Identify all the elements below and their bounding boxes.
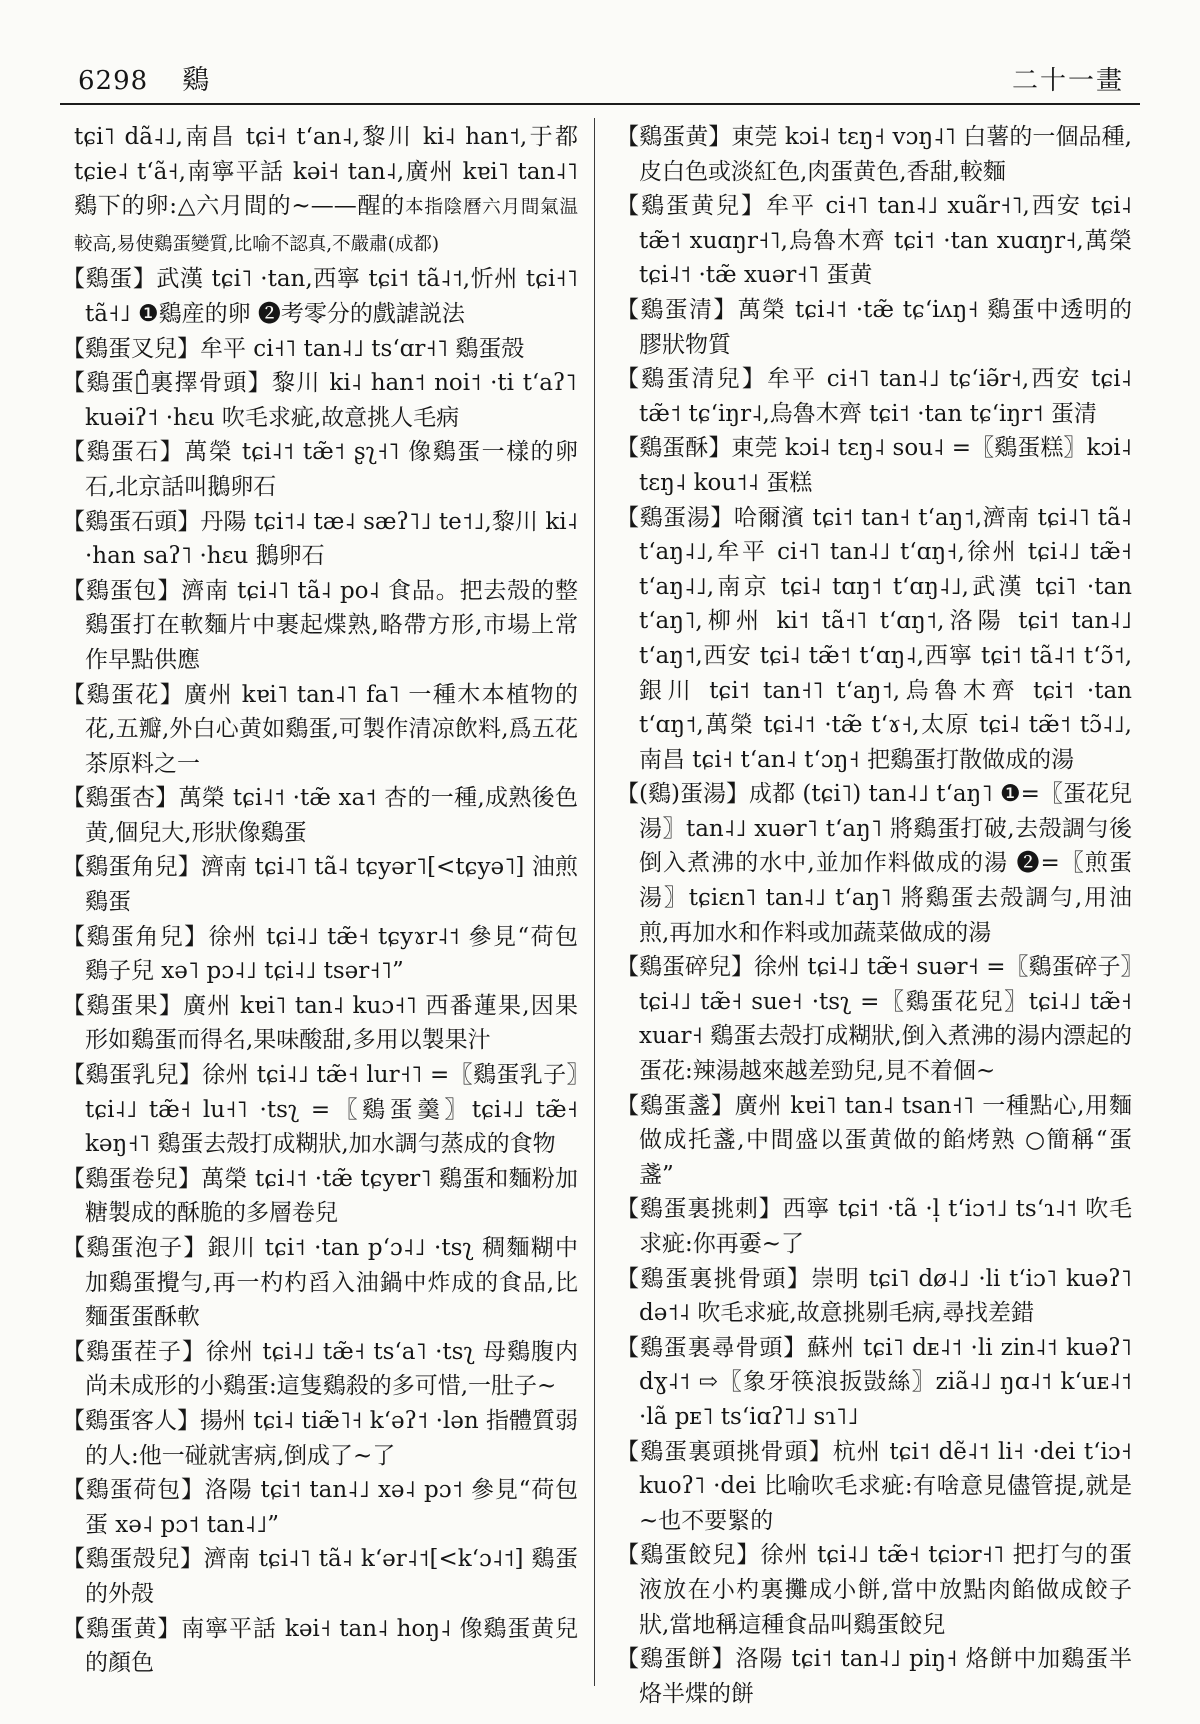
entry-text: 【鷄蛋盞】廣州 kɐi˥ tan˨ tsan˧˥ 一種點心,用麵做成托盞,中間盛以蛋黄做的餡烤熟 ○簡稱“蛋盞” (616, 1092, 1132, 1188)
right-column (616, 120, 1132, 1711)
page-header (78, 58, 1124, 98)
left-column (62, 120, 578, 1681)
entry-text: 【鷄蛋酥】東莞 kɔi˨ tɛŋ˨ sou˨ =〖鷄蛋糕〗kɔi˨ tɛŋ˨ kou˦˨ 蛋糕 (616, 435, 1132, 496)
entry-text: 【鷄蛋角兒】徐州 tɕi˨˩ tæ̃˧ tɕyɤr˨˦ 參見“荷包鷄子兒 xə˥ pɔ˨˩ tɕi˨˩ tsər˧˥” (62, 923, 578, 985)
running-head-character: 鷄 (182, 65, 210, 96)
dictionary-entry (616, 1435, 1132, 1539)
entry-text: 【鷄蛋果】廣州 kɐi˥ tan˨ kuɔ˧˥ 西番蓮果,因果形如鷄蛋而得名,果味酸甜,多用以製果汁 (62, 992, 578, 1054)
dictionary-entry (62, 505, 578, 574)
dictionary-entry (616, 1642, 1132, 1711)
entry-text: 【鷄蛋石頭】丹陽 tɕi˦˨ tæ˨ sæʔ˥˩ te˦˩,黎川 ki˨ ·han saʔ˥ ·hɛu 鵝卵石 (62, 508, 578, 570)
dictionary-entry (62, 262, 578, 331)
dictionary-entry (616, 189, 1132, 293)
dictionary-entry (62, 120, 578, 262)
dictionary-entry (616, 120, 1132, 189)
entry-text: 【(鷄)蛋湯】成都 (tɕi˥) tan˨˩ tʻaŋ˥ ❶=〖蛋花兒湯〗tan˨˩ xuər˥ tʻaŋ˥ 將鷄蛋打破,去殻調勻後倒入煮沸的水中,並加作料做成的湯 ❷=〖煎蛋湯〗tɕiɛn˥ tan˨˩ tʻaŋ˥ 將鷄蛋去殻調勻,用油煎,再加水和作料或加蔬菜做成的湯 (616, 781, 1132, 946)
entry-note-text: 本指陰曆六月間氣温較高,易使鷄蛋變質,比喻不認真,不嚴肅(成都) (74, 197, 578, 255)
entry-text: 【鷄蛋包】濟南 tɕi˨˥ tã˨ po˨ 食品。把去殻的整鷄蛋打在軟麵片中裹起煠熟,略帶方形,市場上常作早點供應 (62, 577, 578, 673)
entry-text: 【鷄蛋】武漢 tɕi˥ ·tan,西寧 tɕi˦ tã˨˦,忻州 tɕi˧˥ tã˧˩ ❶鷄産的卵 ❷考零分的戲謔説法 (62, 266, 578, 327)
entry-text: 【鷄蛋裏尋骨頭】蘇州 tɕi˥ dᴇ˨˦ ·li zin˨˦ kuəʔ˥ dɣ˨˦ ⇨〖象牙筷浪扳敱絲〗ziã˨˩ ŋɑ˨˦ kʻuᴇ˨˦ ·lã pᴇ˥ tsʻiɑʔ˥˩ sɿ˥˩ (616, 1334, 1132, 1430)
entry-text: 【鷄蛋裏挑骨頭】崇明 tɕi˥ dø˨˩ ·li tʻiɔ˥ kuəʔ˥ də˦˨ 吹毛求疵,故意挑剔毛病,尋找差錯 (616, 1265, 1132, 1327)
dictionary-entry (62, 1612, 578, 1681)
dictionary-entry (616, 1192, 1132, 1261)
entry-text: 【鷄蛋黄兒】牟平 ci˧˥ tan˨˩ xuãr˧˥,西安 tɕi˨ tæ̃˦ xuɑŋr˧˥,烏魯木齊 tɕi˦ ·tan xuɑŋr˧,萬榮 tɕi˨˦ ·tæ̃ xuər˧˥ 蛋黄 (616, 193, 1132, 289)
entry-text: 【鷄蛋碎兒】徐州 tɕi˨˩ tæ̃˧ suər˧ =〖鷄蛋碎子〗tɕi˨˩ tæ̃˧ sue˧ ·tsʅ =〖鷄蛋花兒〗tɕi˨˩ tæ̃˧ xuar˧ 鷄蛋去殻打成糊狀,倒入煮沸的湯内漂起的蛋花:辣湯越來越差勁兒,見不着個~ (616, 954, 1132, 1085)
stroke-section-label: 二十一畫 (1011, 66, 1124, 96)
dictionary-entry (62, 1542, 578, 1611)
entry-text: 【鷄蛋卷兒】萬榮 tɕi˨˦ ·tæ̃ tɕyɐr˥ 鷄蛋和麵粉加糖製成的酥脆的多層卷兒 (62, 1165, 578, 1227)
entry-text: 【鷄蛋乳兒】徐州 tɕi˨˩ tæ̃˧ lur˧˥ =〖鷄蛋乳子〗tɕi˨˩ tæ̃˧ lu˧˥ ·tsʅ =〖鷄蛋羹〗tɕi˨˩ tæ̃˧ kəŋ˧˥ 鷄蛋去殻打成糊狀,加水調勻蒸成的食物 (62, 1062, 578, 1158)
dictionary-entry (616, 1538, 1132, 1642)
entry-text: 【鷄蛋叉兒】牟平 ci˧˥ tan˨˩ tsʻɑr˧˥ 鷄蛋殻 (62, 335, 525, 362)
dictionary-entry (616, 777, 1132, 950)
entry-text: 【鷄蛋殻兒】濟南 tɕi˨˥ tã˨ kʻər˨˦[<kʻɔ˨˦] 鷄蛋的外殻 (62, 1546, 578, 1607)
entry-text: 【鷄蛋花】廣州 kɐi˥ tan˨˥ fa˥ 一種木本植物的花,五瓣,外白心黄如鷄蛋,可製作清凉飲料,爲五花茶原料之一 (62, 681, 578, 777)
entry-text: 【鷄蛋裏頭挑骨頭】杭州 tɕi˦ dẽ˨˦ li˧ ·dei tʻiɔ˧ kuoʔ˥ ·dei 比喻吹毛求疵:有啥意見儘管提,就是~也不要緊的 (616, 1438, 1132, 1534)
dictionary-entry (62, 1404, 578, 1473)
dictionary-entry (62, 1058, 578, 1162)
header-rule (60, 103, 1140, 105)
dictionary-entry (62, 574, 578, 678)
dictionary-entry (616, 293, 1132, 362)
dictionary-entry (62, 435, 578, 504)
dictionary-entry (616, 362, 1132, 431)
dictionary-entry (62, 850, 578, 919)
entry-text: 【鷄蛋泡子】銀川 tɕi˦ ·tan pʻɔ˨˩ ·tsʅ 稠麵糊中加鷄蛋攪勻,再一杓杓舀入油鍋中炸成的食品,比麵蛋蛋酥軟 (62, 1235, 578, 1331)
dictionary-entry (62, 1473, 578, 1542)
entry-text: 【鷄蛋荷包】洛陽 tɕi˦ tan˨˩ xə˨ pɔ˦ 參見“荷包蛋 xə˨ pɔ˦ tan˨˩” (62, 1477, 578, 1538)
dictionary-entry (62, 1335, 578, 1404)
dictionary-entry (616, 1262, 1132, 1331)
dictionary-entry (616, 1331, 1132, 1435)
dictionary-entry (62, 920, 578, 989)
entry-text: 【鷄蛋餅】洛陽 tɕi˦ tan˨˩ piŋ˧ 烙餅中加鷄蛋半烙半煠的餅 (616, 1646, 1132, 1707)
entry-text: 【鷄蛋清】萬榮 tɕi˨˦ ·tæ̃ tɕʻiʌŋ˧ 鷄蛋中透明的膠狀物質 (616, 296, 1132, 358)
dictionary-entry (616, 950, 1132, 1088)
dictionary-entry (62, 989, 578, 1058)
dictionary-entry (62, 781, 578, 850)
entry-text: 【鷄蛋客人】揚州 tɕi˨ tiæ̃˥˧ kʻəʔ˦ ·lən 指體質弱的人:他一碰就害病,倒成了~了 (62, 1407, 578, 1469)
dictionary-entry (616, 1089, 1132, 1193)
dictionary-entry (62, 678, 578, 782)
dictionary-entry (616, 501, 1132, 778)
dictionary-entry (62, 1162, 578, 1231)
entry-text: 【鷄蛋石】萬榮 tɕi˨˦ tæ̃˦ ʂʅ˧˥ 像鷄蛋一樣的卵石,北京話叫鵝卵石 (62, 439, 578, 500)
dictionary-entry (616, 431, 1132, 500)
entry-text: 【鷄蛋清兒】牟平 ci˧˥ tan˨˩ tɕʻiə̃r˧,西安 tɕi˨ tæ̃˦ tɕʻiŋr˨,烏魯木齊 tɕi˦ ·tan tɕʻiŋr˦ 蛋清 (616, 366, 1132, 427)
entry-text: 【鷄蛋湯】哈爾濱 tɕi˦ tan˧ tʻaŋ˦,濟南 tɕi˨˥ tã˨ tʻaŋ˨˩,牟平 ci˧˥ tan˨˩ tʻɑŋ˧,徐州 tɕi˨˩ tæ̃˧ tʻaŋ˨˩,南京 tɕi˨ tɑŋ˦ tʻɑŋ˨˩,武漢 tɕi˥ ·tan tʻaŋ˥,柳州 ki˦ tã˧˥ tʻɑŋ˦,洛陽 tɕi˦ tan˨˩ tʻaŋ˦,西安 tɕi˨ tæ̃˦ tʻɑŋ˨,西寧 tɕi˦ tã˨˦ tʻɔ̃˦,銀川 tɕi˦ tan˧˥ tʻaŋ˦,烏魯木齊 tɕi˦ ·tan tʻɑŋ˦,萬榮 tɕi˨˦ ·tæ̃ tʻɤ˧,太原 tɕi˨ tæ̃˦ tɔ̃˨˩,南昌 tɕi˧ tʻan˨ tʻɔŋ˧ 把鷄蛋打散做成的湯 (616, 504, 1132, 773)
entry-text: 【鷄蛋黄】東莞 kɔi˨ tɛŋ˧ vɔŋ˨˥ 白薯的一個品種,皮白色或淡紅色,肉蛋黄色,香甜,較麵 (616, 124, 1132, 185)
dictionary-entry (62, 332, 578, 367)
entry-text: tɕi˥ dã˨˩,南昌 tɕi˧ tʻan˨,黎川 ki˨ han˦,于都 tɕie˨ tʻã˧,南寧平話 kəi˧ tan˨,廣州 kɐi˥ tan˨˥ 鷄下的卵:△六月間的~——醒的 (74, 124, 578, 220)
entry-text: 【鷄蛋茬子】徐州 tɕi˨˩ tæ̃˧ tsʻa˥ ·tsʅ 母鷄腹内尚未成形的小鷄蛋:這隻鷄殺的多可惜,一肚子~ (62, 1338, 578, 1400)
entry-text: 【鷄蛋内̊裏擇骨頭】黎川 ki˨ han˦ noi˦ ·ti tʻaʔ˥ kuəiʔ˦ ·hɛu 吹毛求疵,故意挑人毛病 (62, 370, 577, 431)
entry-text: 【鷄蛋角兒】濟南 tɕi˨˥ tã˨ tɕyər˥[<tɕyə˥] 油煎鷄蛋 (62, 854, 578, 916)
column-divider (594, 118, 595, 1686)
entry-text: 【鷄蛋裏挑刺】西寧 tɕi˦ ·tã ·l̩ tʻiɔ˦˩ tsʻɿ˨˦ 吹毛求疵:你再嫑~了 (616, 1196, 1132, 1257)
dictionary-entry (62, 366, 578, 435)
entry-text: 【鷄蛋杏】萬榮 tɕi˨˦ ·tæ̃ xa˦ 杏的一種,成熟後色黄,個兒大,形狀像鷄蛋 (62, 785, 578, 846)
page-number: 6298 (78, 66, 149, 96)
entry-text: 【鷄蛋黄】南寧平話 kəi˧ tan˨ hoŋ˨ 像鷄蛋黄兒的顏色 (62, 1615, 578, 1677)
dictionary-entry (62, 1231, 578, 1335)
entry-text: 【鷄蛋餃兒】徐州 tɕi˨˩ tæ̃˧ tɕiɔr˧˥ 把打勻的蛋液放在小杓裏攤成小餅,當中放點肉餡做成餃子狀,當地稱這種食品叫鷄蛋餃兒 (616, 1542, 1132, 1638)
